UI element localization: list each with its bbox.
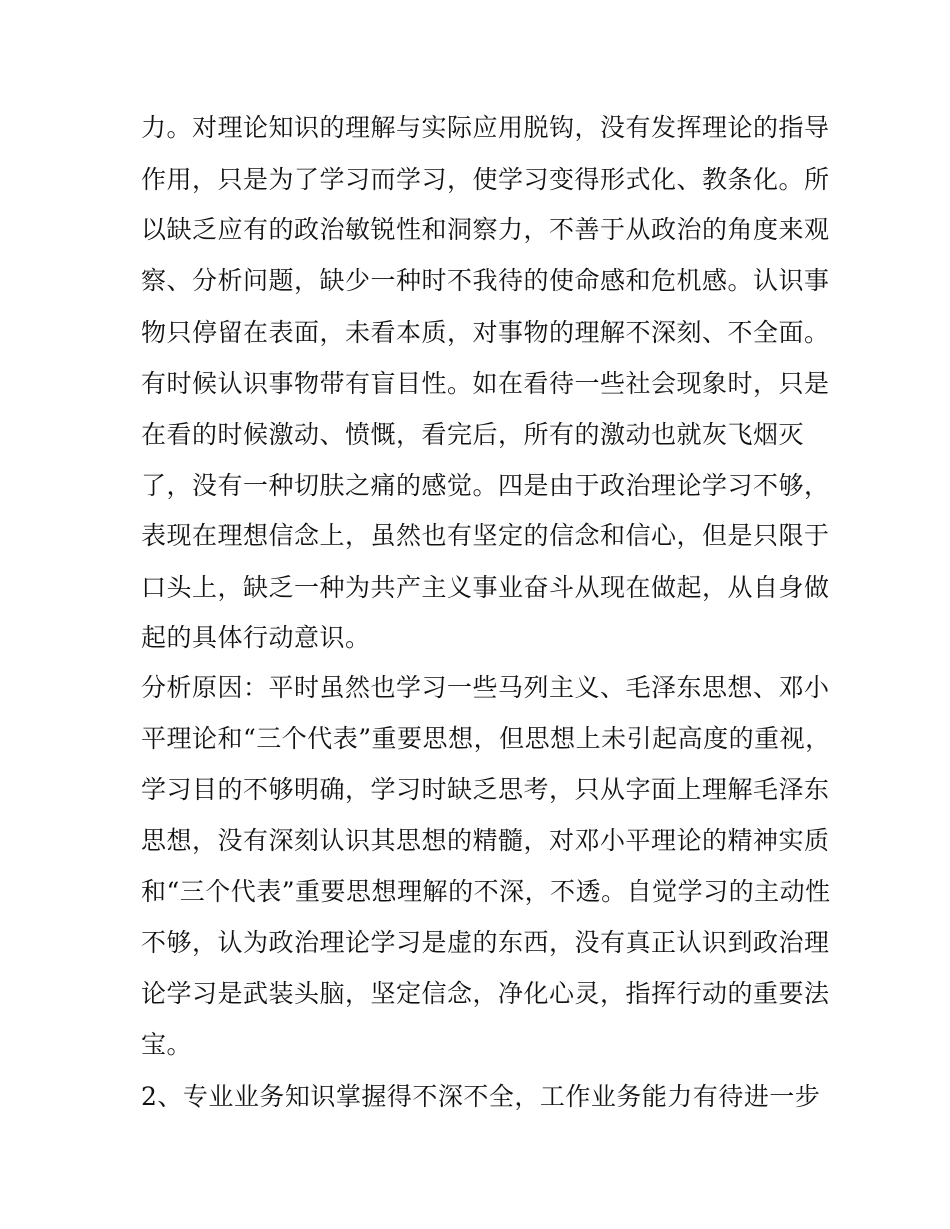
text-line: 思想，没有深刻认识其思想的精髓，对邓小平理论的精神实质 [141, 826, 830, 855]
text-line: 和“三个代表”重要思想理解的不深，不透。自觉学习的主动性 [141, 877, 831, 906]
text-line: 有时候认识事物带有盲目性。如在看待一些社会现象时，只是 [141, 369, 830, 398]
text-line: 察、分析问题，缺少一种时不我待的使命感和危机感。认识事 [141, 266, 830, 295]
text-line: 宝。 [141, 1030, 193, 1059]
text-line: 表现在理想信念上，虽然也有坚定的信念和信心，但是只限于 [141, 521, 830, 550]
text-line: 学习目的不够明确，学习时缺乏思考，只从字面上理解毛泽东 [141, 775, 830, 804]
text-line: 起的具体行动意识。 [141, 623, 371, 652]
text-line: 论学习是武装头脑，坚定信念，净化心灵，指挥行动的重要法 [141, 979, 830, 1008]
text-line: 作用，只是为了学习而学习，使学习变得形式化、教条化。所 [141, 165, 830, 194]
text-line: 物只停留在表面，未看本质，对事物的理解不深刻、不全面。 [141, 318, 830, 347]
text-line: 不够，认为政治理论学习是虚的东西，没有真正认识到政治理 [141, 928, 830, 957]
text-line: 平理论和“三个代表”重要思想，但思想上未引起高度的重视， [141, 724, 831, 753]
text-line: 力。对理论知识的理解与实际应用脱钩，没有发挥理论的指导 [141, 113, 830, 142]
text-line: 在看的时候激动、愤慨，看完后，所有的激动也就灰飞烟灭 [141, 420, 805, 449]
paragraph-start-line: 分析原因：平时虽然也学习一些马列主义、毛泽东思想、邓小 [141, 673, 830, 702]
text-line: 了，没有一种切肤之痛的感觉。四是由于政治理论学习不够， [141, 471, 830, 500]
text-line: 以缺乏应有的政治敏锐性和洞察力，不善于从政治的角度来观 [141, 215, 830, 244]
section-heading-line: 2、专业业务知识掌握得不深不全，工作业务能力有待进一步 [141, 1082, 821, 1111]
text-line: 口头上，缺乏一种为共产主义事业奋斗从现在做起，从自身做 [141, 573, 830, 602]
